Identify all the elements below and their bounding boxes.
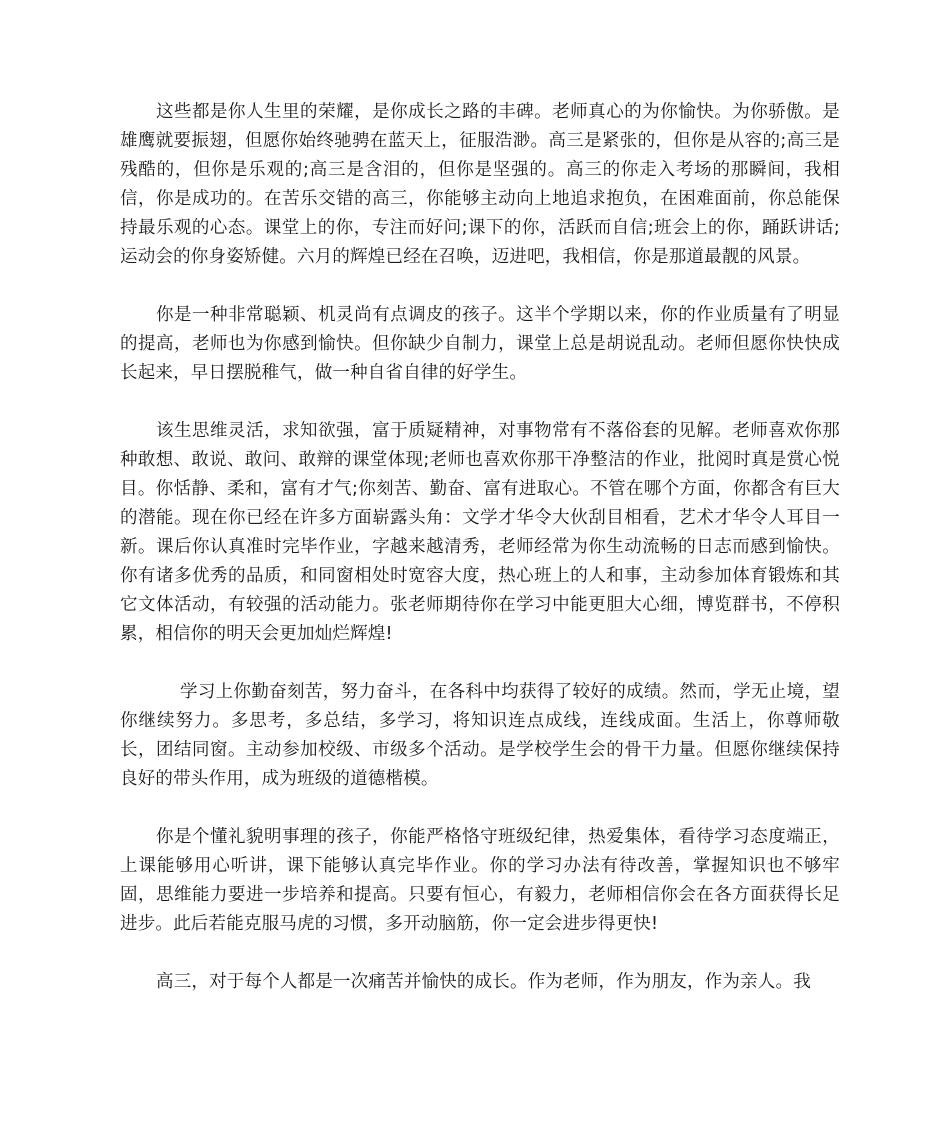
document-body [120, 98, 840, 997]
paragraph-6: 高三，对于每个人都是一次痛苦并愉快的成长。作为老师，作为朋友，作为亲人。我 [156, 972, 811, 992]
paragraph-1: 这些都是你人生里的荣耀，是你成长之路的丰碑。老师真心的为你愉快。为你骄傲。是雄鹰就要振翅，但愿你始终驰骋在蓝天上，征服浩渺。高三是紧张的，但你是从容的;高三是残酷的，但你是乐观的;高三是含泪的，但你是坚强的。高三的你走入考场的那瞬间，我相信，你是成功的。在苦乐交错的高三，你能够主动向上地追求抱负，在困难面前，你总能保持最乐观的心态。课堂上的你，专注而好问;课下的你，活跃而自信;班会上的你，踊跃讲话;运动会的你身姿矫健。六月的辉煌已经在召唤，迈进吧，我相信，你是那道最靓的风景。 [120, 102, 840, 267]
paragraph-5: 你是个懂礼貌明事理的孩子，你能严格恪守班级纪律，热爱集体，看待学习态度端正，上课能够用心听讲，课下能够认真完毕作业。你的学习办法有待改善，掌握知识也不够牢固，思维能力要进一步培养和提高。只要有恒心，有毅力，老师相信你会在各方面获得长足进步。此后若能克服马虎的习惯，多开动脑筋，你一定会进步得更快! [120, 827, 840, 934]
paragraph-2: 你是一种非常聪颖、机灵尚有点调皮的孩子。这半个学期以来，你的作业质量有了明显的提高，老师也为你感到愉快。但你缺少自制力，课堂上总是胡说乱动。老师但愿你快快成长起来，早日摆脱稚气，做一种自省自律的好学生。 [120, 305, 840, 383]
paragraph-3: 该生思维灵活，求知欲强，富于质疑精神，对事物常有不落俗套的见解。老师喜欢你那种敢想、敢说、敢问、敢辩的课堂体现;老师也喜欢你那干净整洁的作业，批阅时真是赏心悦目。你恬静、柔和，富有才气;你刻苦、勤奋、富有进取心。不管在哪个方面，你都含有巨大的潜能。现在你已经在许多方面崭露头角：文学才华令大伙刮目相看，艺术才华令人耳目一新。课后你认真准时完毕作业，字越来越清秀，老师经常为你生动流畅的日志而感到愉快。你有诸多优秀的品质，和同窗相处时宽容大度，热心班上的人和事，主动参加体育锻炼和其它文体活动，有较强的活动能力。张老师期待你在学习中能更胆大心细，博览群书，不停积累，相信你的明天会更加灿烂辉煌! [120, 421, 840, 644]
paragraph-4: 学习上你勤奋刻苦，努力奋斗，在各科中均获得了较好的成绩。然而，学无止境，望你继续努力。多思考，多总结，多学习，将知识连点成线，连线成面。生活上，你尊师敬长，团结同窗。主动参加校级、市级多个活动。是学校学生会的骨干力量。但愿你继续保持良好的带头作用，成为班级的道德楷模。 [120, 682, 840, 789]
